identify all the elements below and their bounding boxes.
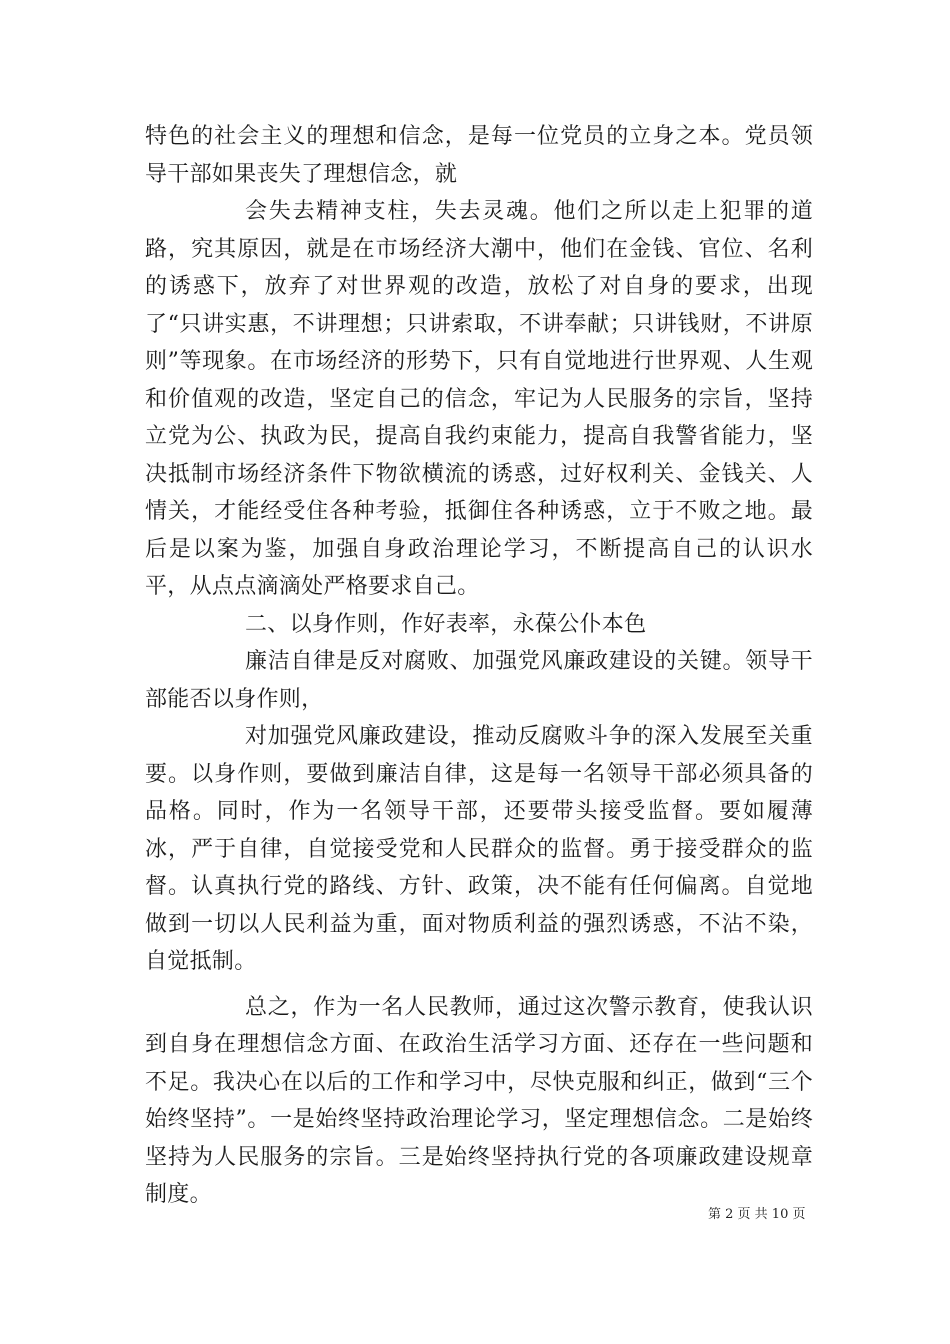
- section-heading-2: 二、以身作则，作好表率，永葆公仆本色: [245, 611, 647, 637]
- paragraph-4: 对加强党风廉政建设，推动反腐败斗争的深入发展至关重要。以身作则，要做到廉洁自律，这是每一名领导干部必须具备的品格。同时，作为一名领导干部，还要带头接受监督。要如履薄冰，严于自律，自觉接受党和人民群众的监督。勇于接受群众的监督。认真执行党的路线、方针、政策，决不能有任何偏离。自觉地做到一切以人民利益为重，面对物质利益的强烈诱惑，不沾不染，自觉抵制。: [145, 724, 813, 974]
- document-body: [145, 118, 813, 1214]
- page-number-footer: 第 2 页 共 10 页: [708, 1207, 806, 1222]
- paragraph-2: 会失去精神支柱，失去灵魂。他们之所以走上犯罪的道路，究其原因，就是在市场经济大潮中，他们在金钱、官位、名利的诱惑下，放弃了对世界观的改造，放松了对自身的要求，出现了“只讲实惠，不讲理想；只讲索取，不讲奉献；只讲钱财，不讲原则”等现象。在市场经济的形势下，只有自觉地进行世界观、人生观和价值观的改造，坚定自己的信念，牢记为人民服务的宗旨，坚持立党为公、执政为民，提高自我约束能力，提高自我警省能力，坚决抵制市场经济条件下物欲横流的诱惑，过好权利关、金钱关、人情关，才能经受住各种考验，抵御住各种诱惑，立于不败之地。最后是以案为鉴，加强自身政治理论学习，不断提高自己的认识水平，从点点滴滴处严格要求自己。: [145, 199, 813, 599]
- paragraph-1: 特色的社会主义的理想和信念，是每一位党员的立身之本。党员领导干部如果丧失了理想信念，就: [145, 124, 813, 187]
- paragraph-conclusion: 总之，作为一名人民教师，通过这次警示教育，使我认识到自身在理想信念方面、在政治生活学习方面、还存在一些问题和不足。我决心在以后的工作和学习中，尽快克服和纠正，做到“三个始终坚持”。一是始终坚持政治理论学习，坚定理想信念。二是始终坚持为人民服务的宗旨。三是始终坚持执行党的各项廉政建设规章制度。: [145, 994, 813, 1207]
- paragraph-3: 廉洁自律是反对腐败、加强党风廉政建设的关键。领导干部能否以身作则，: [145, 649, 813, 712]
